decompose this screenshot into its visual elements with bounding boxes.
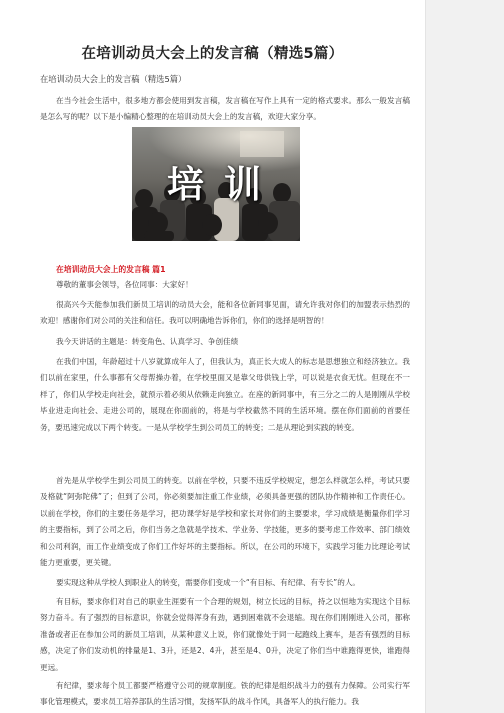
section-heading: 在培训动员大会上的发言稿 篇1 (56, 265, 166, 274)
body-paragraph: 有纪律，要求每个员工都要严格遵守公司的规章制度。铁的纪律是组织战斗力的强有力保障。公司实行军事化管理模式，要求员工培养部队的生活习惯，发扬军队的战斗作风，具备军人的执行能力。我 (40, 681, 410, 707)
body-paragraph: 尊敬的董事会领导，各位同事：大家好！ (56, 280, 193, 289)
intro-paragraph: 在当今社会生活中，很多地方都会使用到发言稿，发言稿在写作上具有一定的格式要求。那么一般发言稿是怎么写的呢？以下是小编精心整理的在培训动员大会上的发言稿，欢迎大家分享。 (40, 96, 410, 122)
document-title: 在培训动员大会上的发言稿（精选5篇） (81, 46, 344, 62)
training-banner-image (132, 127, 300, 241)
document-subtitle: 在培训动员大会上的发言稿（精选5篇） (40, 74, 187, 84)
body-paragraph: 首先是从学校学生到公司员工的转变。以前在学校，只要不违反学校规定，想怎么样就怎么样，考试只要及格就“阿弥陀佛”了；但到了公司，你必须要加注重工作业绩，必须具备更强的团队协作精神和工作责任心。以前在学校，你们的主要任务是学习，把功课学好是学校和家长对你们的主要要求，学习成绩是衡量你们学习的主要指标，到了公司之后，你们当务之急就是学技术、学业务、学技能，更多的要考虑工作效率、部门绩效和公司利润，而工作业绩变成了你们工作好坏的主要指标。所以，在公司的环境下，实践学习能力比理论考试能力更重要，更关键。 (40, 476, 410, 568)
body-paragraph: 有目标，要求你们对自己的职业生涯要有一个合理的规划，树立长远的目标，持之以恒地为实现这个目标努力奋斗。有了强烈的目标意识，你就会觉得浑身有劲，遇到困难就不会退缩。现在你们刚刚进入公司，都称准备或者正在参加公司的新员工培训，从某种意义上说，你们就像处于同一起跑线上赛车，是否有强烈的目标感，决定了你们发动机的排量是1、3升，还是2、4升，甚至是4、0升，决定了你们当中谁跑得更快，谁跑得更远。 (40, 597, 410, 672)
side-panel (425, 0, 504, 713)
body-paragraph: 要实现这种从学校人到职业人的转变，需要你们变成一个“有目标、有纪律、有专长”的人。 (56, 578, 361, 587)
body-paragraph: 我今天讲话的主题是：转变角色、认真学习、争创佳绩 (56, 337, 239, 346)
banner-caption: 培训 (167, 162, 281, 206)
body-paragraph: 在我们中国，年龄超过十八岁就算成年人了，但我认为，真正长大成人的标志是思想独立和经济独立。我们以前在家里，什么事都有父母帮操办着，在学校里面又是靠父母供钱上学，可以说是衣食无忧。但现在不一样了，你们从学校走向社会，就预示着必须从依赖走向独立。在座的新同事中，有三分之二的人是刚刚从学校毕业进走向社会、走进公司的，展现在你面前的，将是与学校截然不同的生活环境。摆在你们面前的首要任务，要迅速完成以下两个转变。一是从学校学生到公司员工的转变；二是从理论到实践的转变。 (40, 357, 410, 432)
body-paragraph: 很高兴今天能参加我们新员工培训的动员大会，能和各位新同事见面，请允许我对你们的加盟表示热烈的欢迎！感谢你们对公司的关注和信任。我可以明确地告诉你们，你们的选择是明智的！ (40, 300, 410, 326)
